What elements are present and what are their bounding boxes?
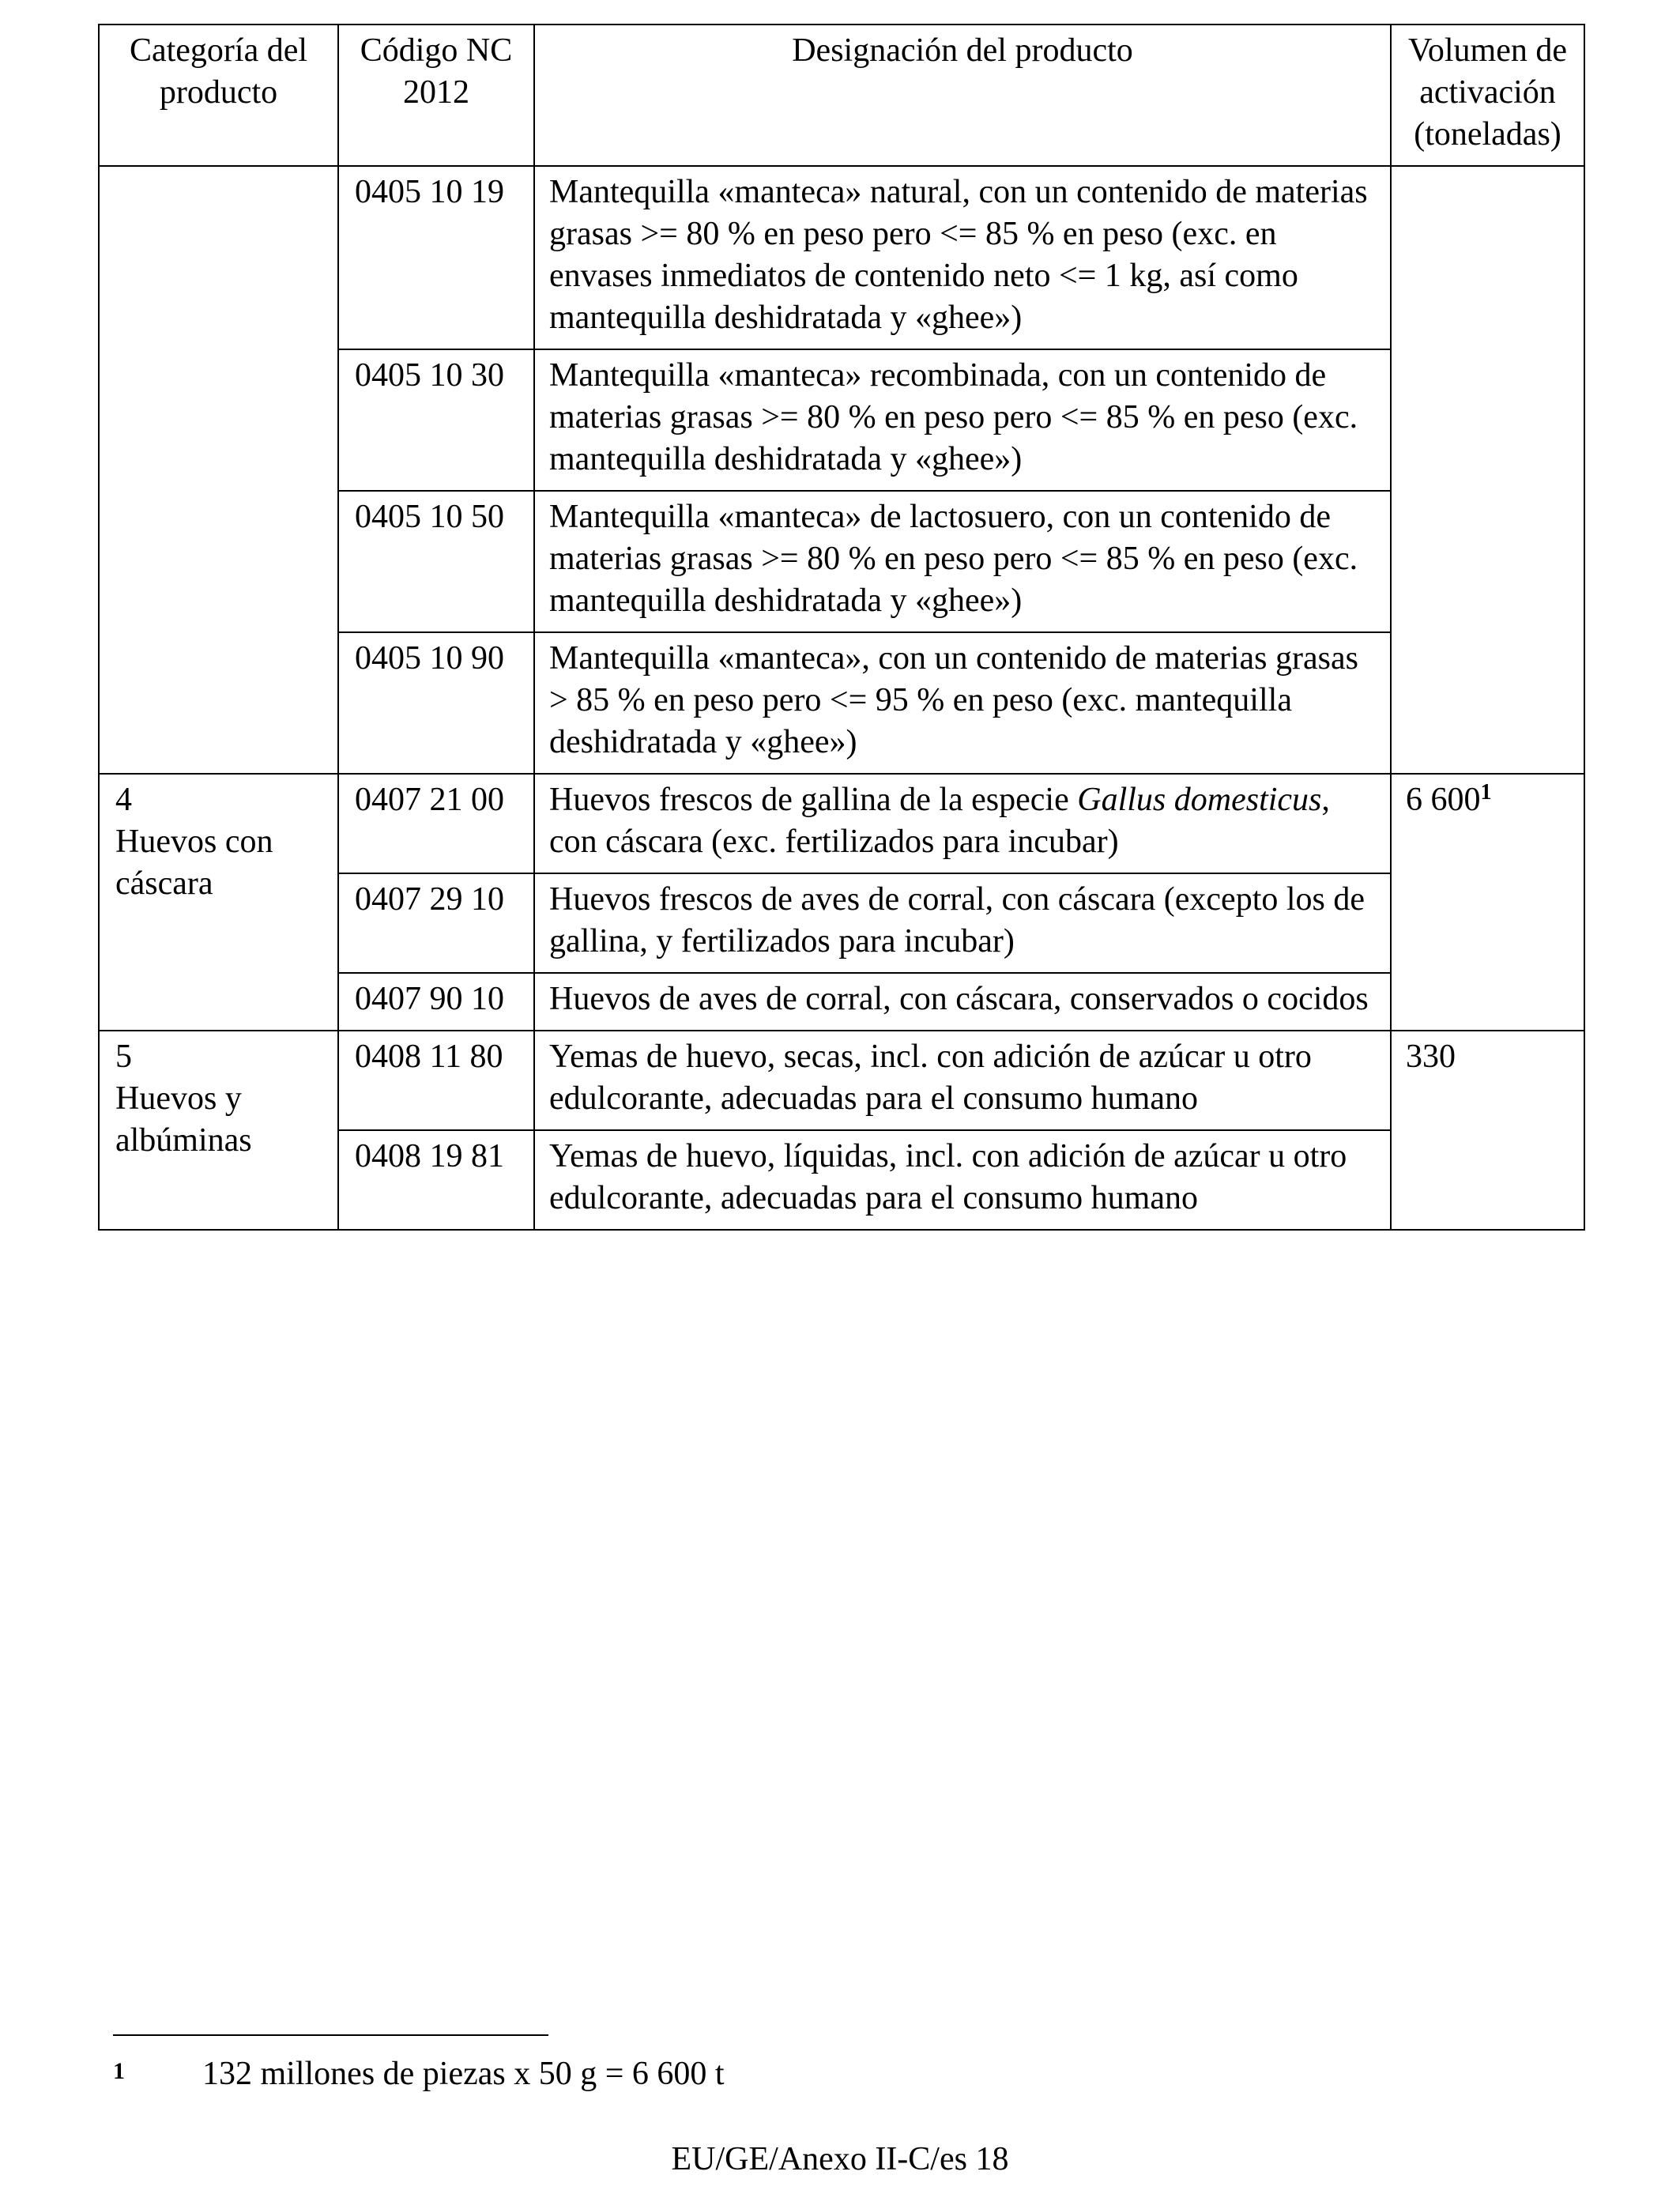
footnote-separator: [113, 2034, 548, 2036]
category-number: 5: [115, 1039, 132, 1075]
volume-cell: [1391, 166, 1584, 774]
code-cell: 0407 90 10: [338, 973, 534, 1031]
category-number: 4: [115, 782, 132, 818]
code-cell: 0407 29 10: [338, 873, 534, 973]
code-cell: 0405 10 30: [338, 349, 534, 491]
designation-cell: [534, 774, 1391, 873]
product-table: [98, 24, 1585, 1231]
designation-cell: Mantequilla «manteca» recombinada, con un contenido de materias grasas >= 80 % en peso pero <= 85 % en peso (exc. mantequilla deshidratada y «ghee»): [534, 349, 1391, 491]
volume-cell: [1391, 1031, 1584, 1230]
code-cell: 0405 10 50: [338, 491, 534, 632]
code-cell: 0405 10 90: [338, 632, 534, 774]
table-row: [99, 1031, 1584, 1130]
species-name: Gallus domesticus: [1077, 782, 1322, 818]
header-code: Código NC 2012: [338, 25, 534, 166]
footnote-reference[interactable]: 1: [1480, 780, 1492, 805]
volume-value: 6 600: [1406, 782, 1481, 818]
code-cell: 0408 19 81: [338, 1130, 534, 1230]
volume-value: 330: [1406, 1039, 1456, 1075]
designation-text: Huevos frescos de gallina de la especie: [549, 782, 1078, 818]
footnote-mark: 1: [113, 2058, 125, 2084]
code-cell: 0408 11 80: [338, 1031, 534, 1130]
category-cell: [99, 1031, 338, 1230]
category-name: Huevos y albúminas: [115, 1080, 252, 1159]
designation-cell: Yemas de huevo, líquidas, incl. con adición de azúcar u otro edulcorante, adecuadas para el consumo humano: [534, 1130, 1391, 1230]
table-header-row: [99, 25, 1584, 166]
footnote-text: 132 millones de piezas x 50 g = 6 600 t: [202, 2056, 725, 2092]
designation-cell: Yemas de huevo, secas, incl. con adición de azúcar u otro edulcorante, adecuadas para el consumo humano: [534, 1031, 1391, 1130]
category-cell: [99, 774, 338, 1031]
header-designation: Designación del producto: [534, 25, 1391, 166]
code-cell: 0405 10 19: [338, 166, 534, 349]
table-row: [99, 774, 1584, 873]
designation-cell: Huevos frescos de aves de corral, con cáscara (excepto los de gallina, y fertilizados para incubar): [534, 873, 1391, 973]
category-cell: [99, 166, 338, 774]
page-reference: EU/GE/Anexo II-C/es 18: [671, 2141, 1009, 2177]
header-category: Categoría del producto: [99, 25, 338, 166]
category-name: Huevos con cáscara: [115, 824, 273, 902]
table-row: [99, 166, 1584, 349]
designation-text: , con cáscara (exc. fertilizados para incubar): [549, 782, 1330, 860]
designation-cell: Mantequilla «manteca», con un contenido de materias grasas > 85 % en peso pero <= 95 % en peso (exc. mantequilla deshidratada y «ghee»): [534, 632, 1391, 774]
designation-cell: Mantequilla «manteca» natural, con un contenido de materias grasas >= 80 % en peso pero <= 85 % en peso (exc. en envases inmediatos de contenido neto <= 1 kg, así como mantequilla deshidratada y «ghee»): [534, 166, 1391, 349]
designation-cell: Mantequilla «manteca» de lactosuero, con un contenido de materias grasas >= 80 % en peso pero <= 85 % en peso (exc. mantequilla deshidratada y «ghee»): [534, 491, 1391, 632]
header-volume: Volumen de activación (toneladas): [1391, 25, 1584, 166]
designation-cell: Huevos de aves de corral, con cáscara, conservados o cocidos: [534, 973, 1391, 1031]
code-cell: 0407 21 00: [338, 774, 534, 873]
volume-cell: [1391, 774, 1584, 1031]
